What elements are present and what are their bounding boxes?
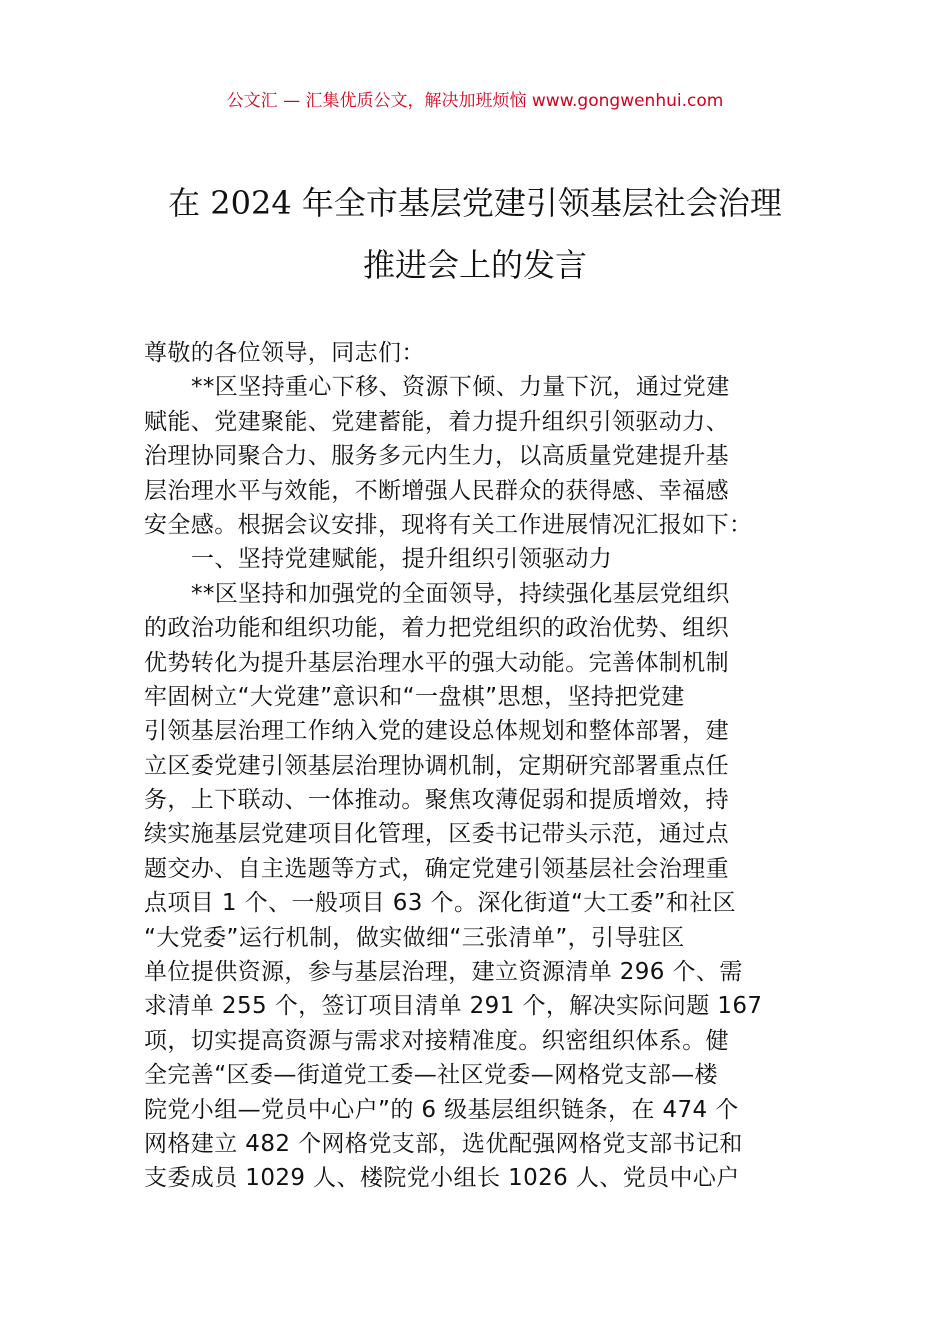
paragraph-line: 网格建立 482 个网格党支部，选优配强网格党支部书记和 (144, 1130, 743, 1157)
paragraph-line: 立区委党建引领基层治理协调机制，定期研究部署重点任 (144, 752, 729, 779)
title-line-1: 在 2024 年全市基层党建引领基层社会治理 (168, 184, 782, 222)
paragraph-line: 牢固树立“大党建”意识和“一盘棋”思想，坚持把党建 (144, 683, 685, 710)
paragraph-line: 院党小组—党员中心户”的 6 级基层组织链条，在 474 个 (144, 1096, 739, 1123)
paragraph-line: **区坚持和加强党的全面领导，持续强化基层党组织 (191, 580, 730, 607)
paragraph-line: 层治理水平与效能，不断增强人民群众的获得感、幸福感 (144, 477, 729, 504)
paragraph-line: 项，切实提高资源与需求对接精准度。织密组织体系。健 (144, 1027, 729, 1054)
paragraph-line: 赋能、党建聚能、党建蓄能，着力提升组织引领驱动力、 (144, 408, 729, 435)
paragraph-line: 支委成员 1029 人、楼院党小组长 1026 人、党员中心户 (144, 1165, 740, 1192)
paragraph-line: 全完善“区委—街道党工委—社区党委—网格党支部—楼 (144, 1062, 718, 1089)
paragraph-line: 续实施基层党建项目化管理，区委书记带头示范，通过点 (144, 821, 729, 848)
paragraph-line: 引领基层治理工作纳入党的建设总体规划和整体部署，建 (144, 718, 729, 745)
paragraph-line: 点项目 1 个、一般项目 63 个。深化街道“大工委”和社区 (144, 890, 736, 917)
document-title (60, 172, 890, 296)
paragraph-line: 安全感。根据会议安排，现将有关工作进展情况汇报如下： (144, 511, 753, 538)
paragraph-line: “大党委”运行机制，做实做细“三张清单”，引导驻区 (144, 924, 685, 951)
site-header-banner: 公文汇 — 汇集优质公文，解决加班烦恼 www.gongwenhui.com (226, 91, 724, 111)
section-heading: 一、坚持党建赋能，提升组织引领驱动力 (191, 546, 613, 573)
document-body (144, 336, 808, 1196)
paragraph-line: 题交办、自主选题等方式，确定党建引领基层社会治理重 (144, 855, 729, 882)
paragraph-line: 治理协同聚合力、服务多元内生力，以高质量党建提升基 (144, 443, 729, 470)
paragraph-line: 优势转化为提升基层治理水平的强大动能。完善体制机制 (144, 649, 729, 676)
paragraph-line: **区坚持重心下移、资源下倾、力量下沉，通过党建 (191, 374, 730, 401)
paragraph-line: 务，上下联动、一体推动。聚焦攻薄促弱和提质增效，持 (144, 787, 729, 814)
paragraph-line: 单位提供资源，参与基层治理，建立资源清单 296 个、需 (144, 959, 743, 986)
paragraph-line: 的政治功能和组织功能，着力把党组织的政治优势、组织 (144, 615, 729, 642)
salutation: 尊敬的各位领导，同志们： (144, 340, 425, 366)
title-line-2: 推进会上的发言 (362, 246, 587, 284)
paragraph-line: 求清单 255 个，签订项目清单 291 个，解决实际问题 167 (144, 993, 763, 1020)
